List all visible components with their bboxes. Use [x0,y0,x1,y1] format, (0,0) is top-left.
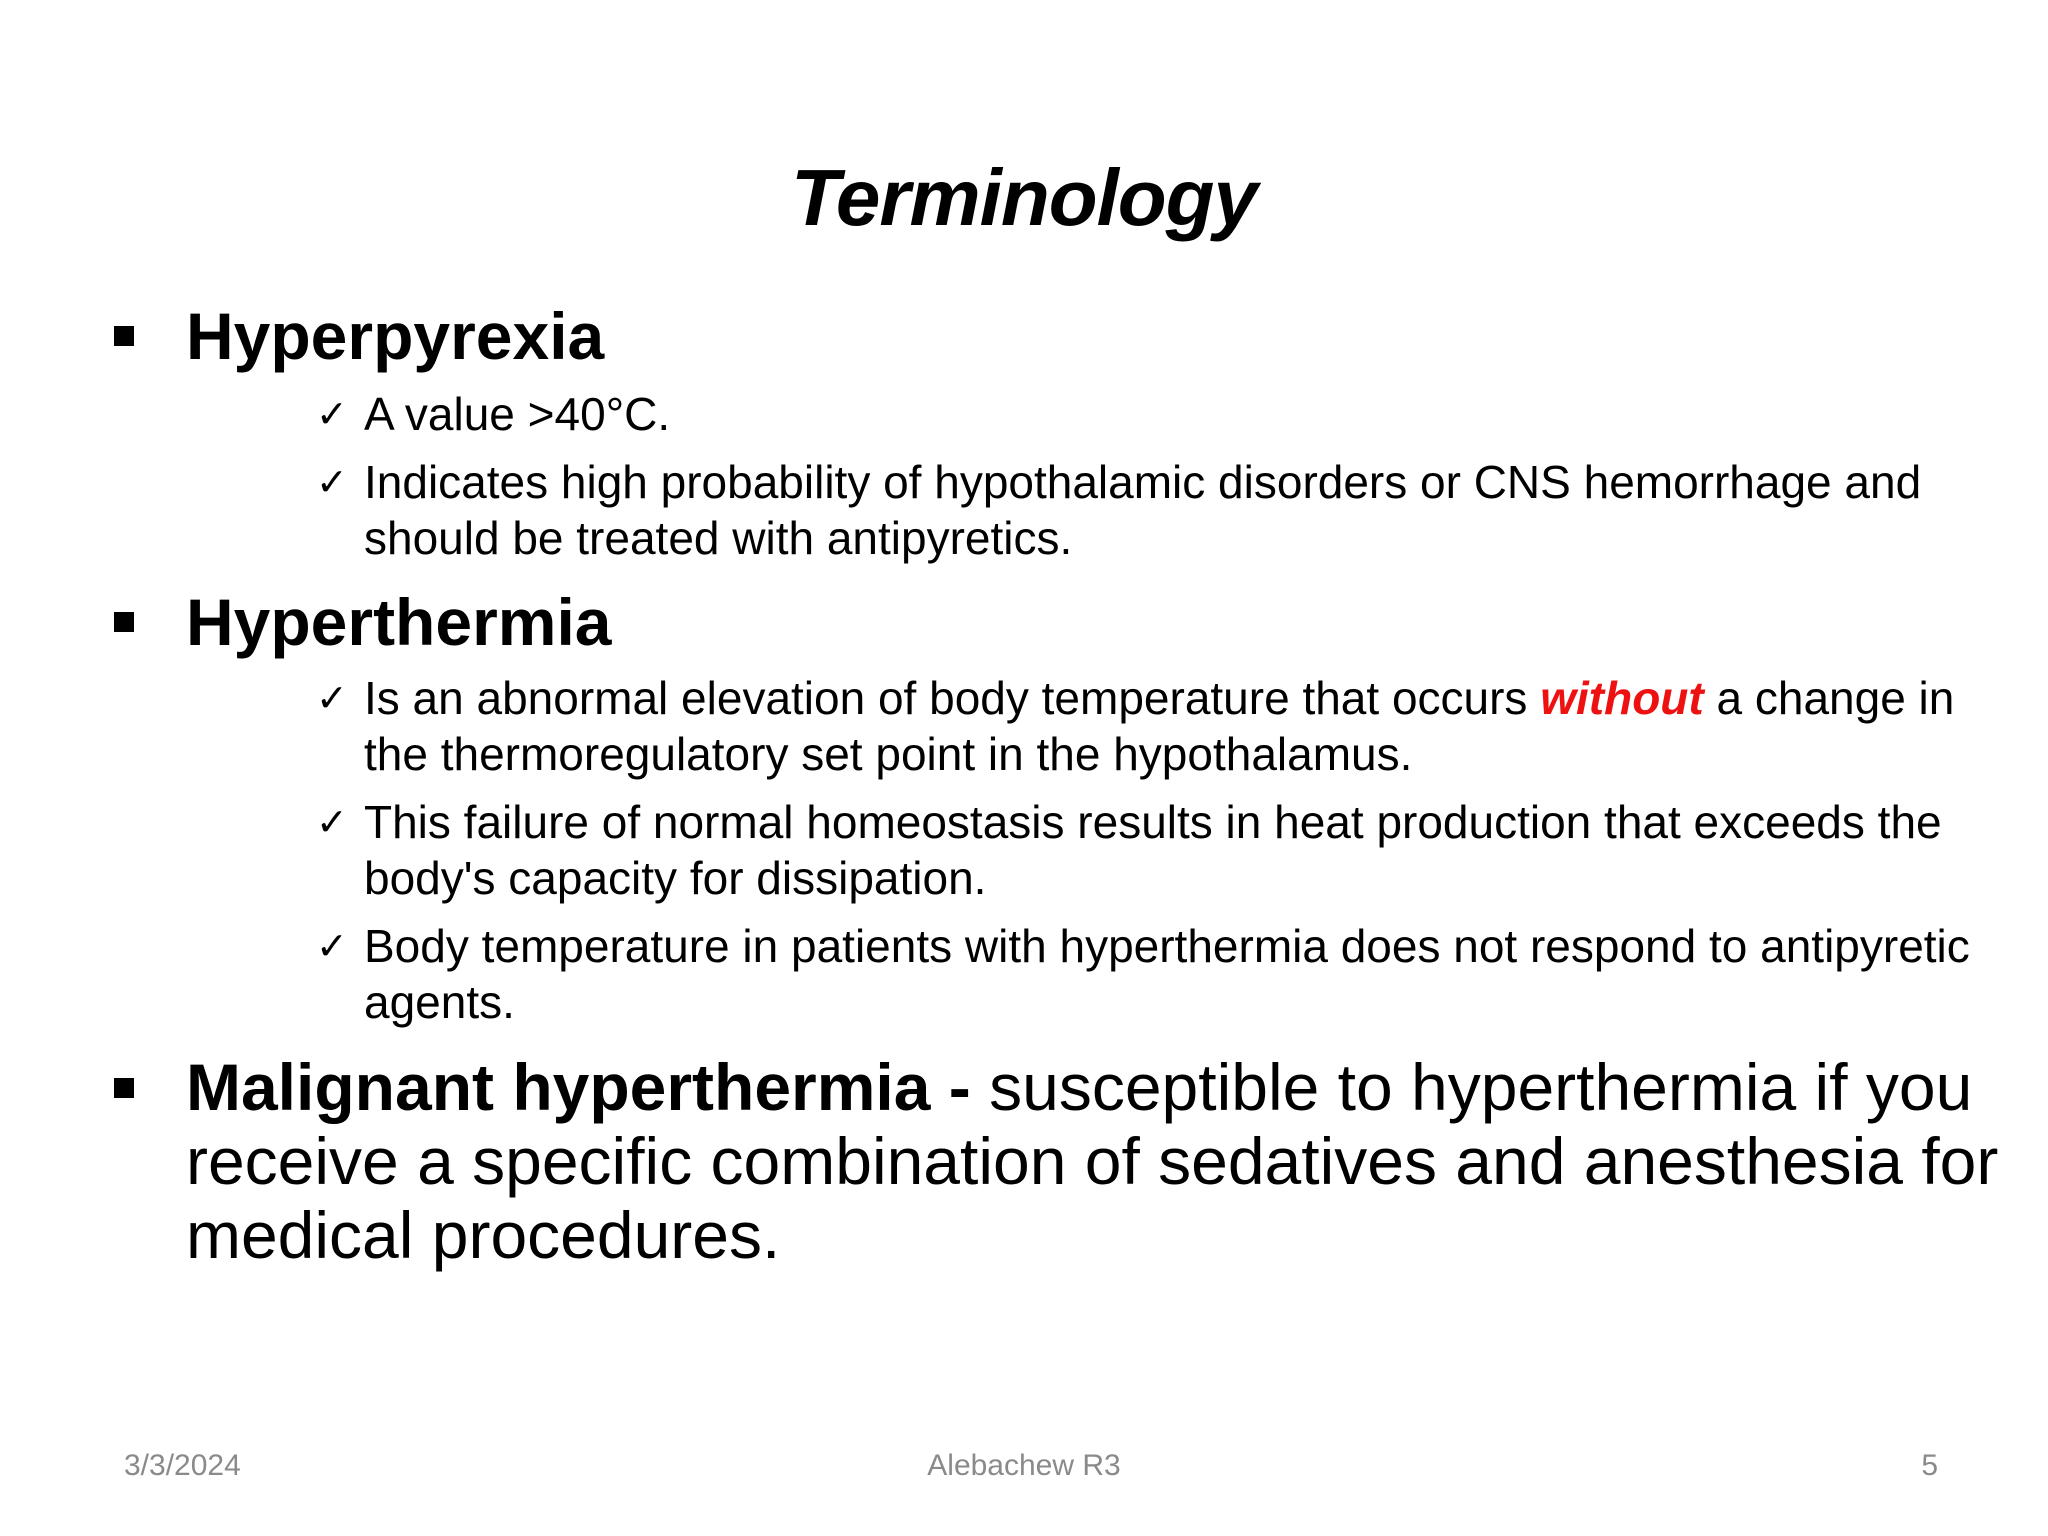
checkmark-icon: ✓ [316,924,348,968]
footer-date: 3/3/2024 [124,1449,241,1482]
checkmark-icon: ✓ [316,800,348,844]
square-bullet-icon [114,612,134,632]
heading-hyperthermia: Hyperthermia [186,585,612,659]
footer-page-number: 5 [1921,1449,1938,1482]
sub-item-text: A value >40°C. [364,388,671,440]
heading-malignant-hyperthermia: Malignant hyperthermia - [186,1050,971,1124]
heading-hyperpyrexia: Hyperpyrexia [186,299,605,373]
square-bullet-icon [114,1078,134,1098]
checkmark-icon: ✓ [316,460,348,504]
sub-item-text: This failure of normal homeostasis results in heat production that exceeds the body's capacity for dissipation. [364,796,1942,904]
emphasis-without: without [1540,672,1704,724]
square-bullet-icon [114,326,134,346]
malignant-definition: susceptible to hyperthermia if you receive a specific combination of sedatives and anesthesia for medical procedures. [186,1050,1999,1272]
sub-item-text: Body temperature in patients with hyperthermia does not respond to antipyretic agents. [364,920,1970,1028]
sub-item-text: Indicates high probability of hypothalamic disorders or CNS hemorrhage and should be treated with antipyretics. [364,456,1922,564]
slide-title: Terminology [790,153,1258,242]
malignant-hyperthermia-text [186,1050,2048,1272]
checkmark-icon: ✓ [316,676,348,720]
footer-author: Alebachew R3 [927,1449,1121,1482]
sub-item-text: Is an abnormal elevation of body temperature that occurs without a change in the thermoregulatory set point in the hypothalamus. [364,672,1955,780]
checkmark-icon: ✓ [316,392,348,436]
